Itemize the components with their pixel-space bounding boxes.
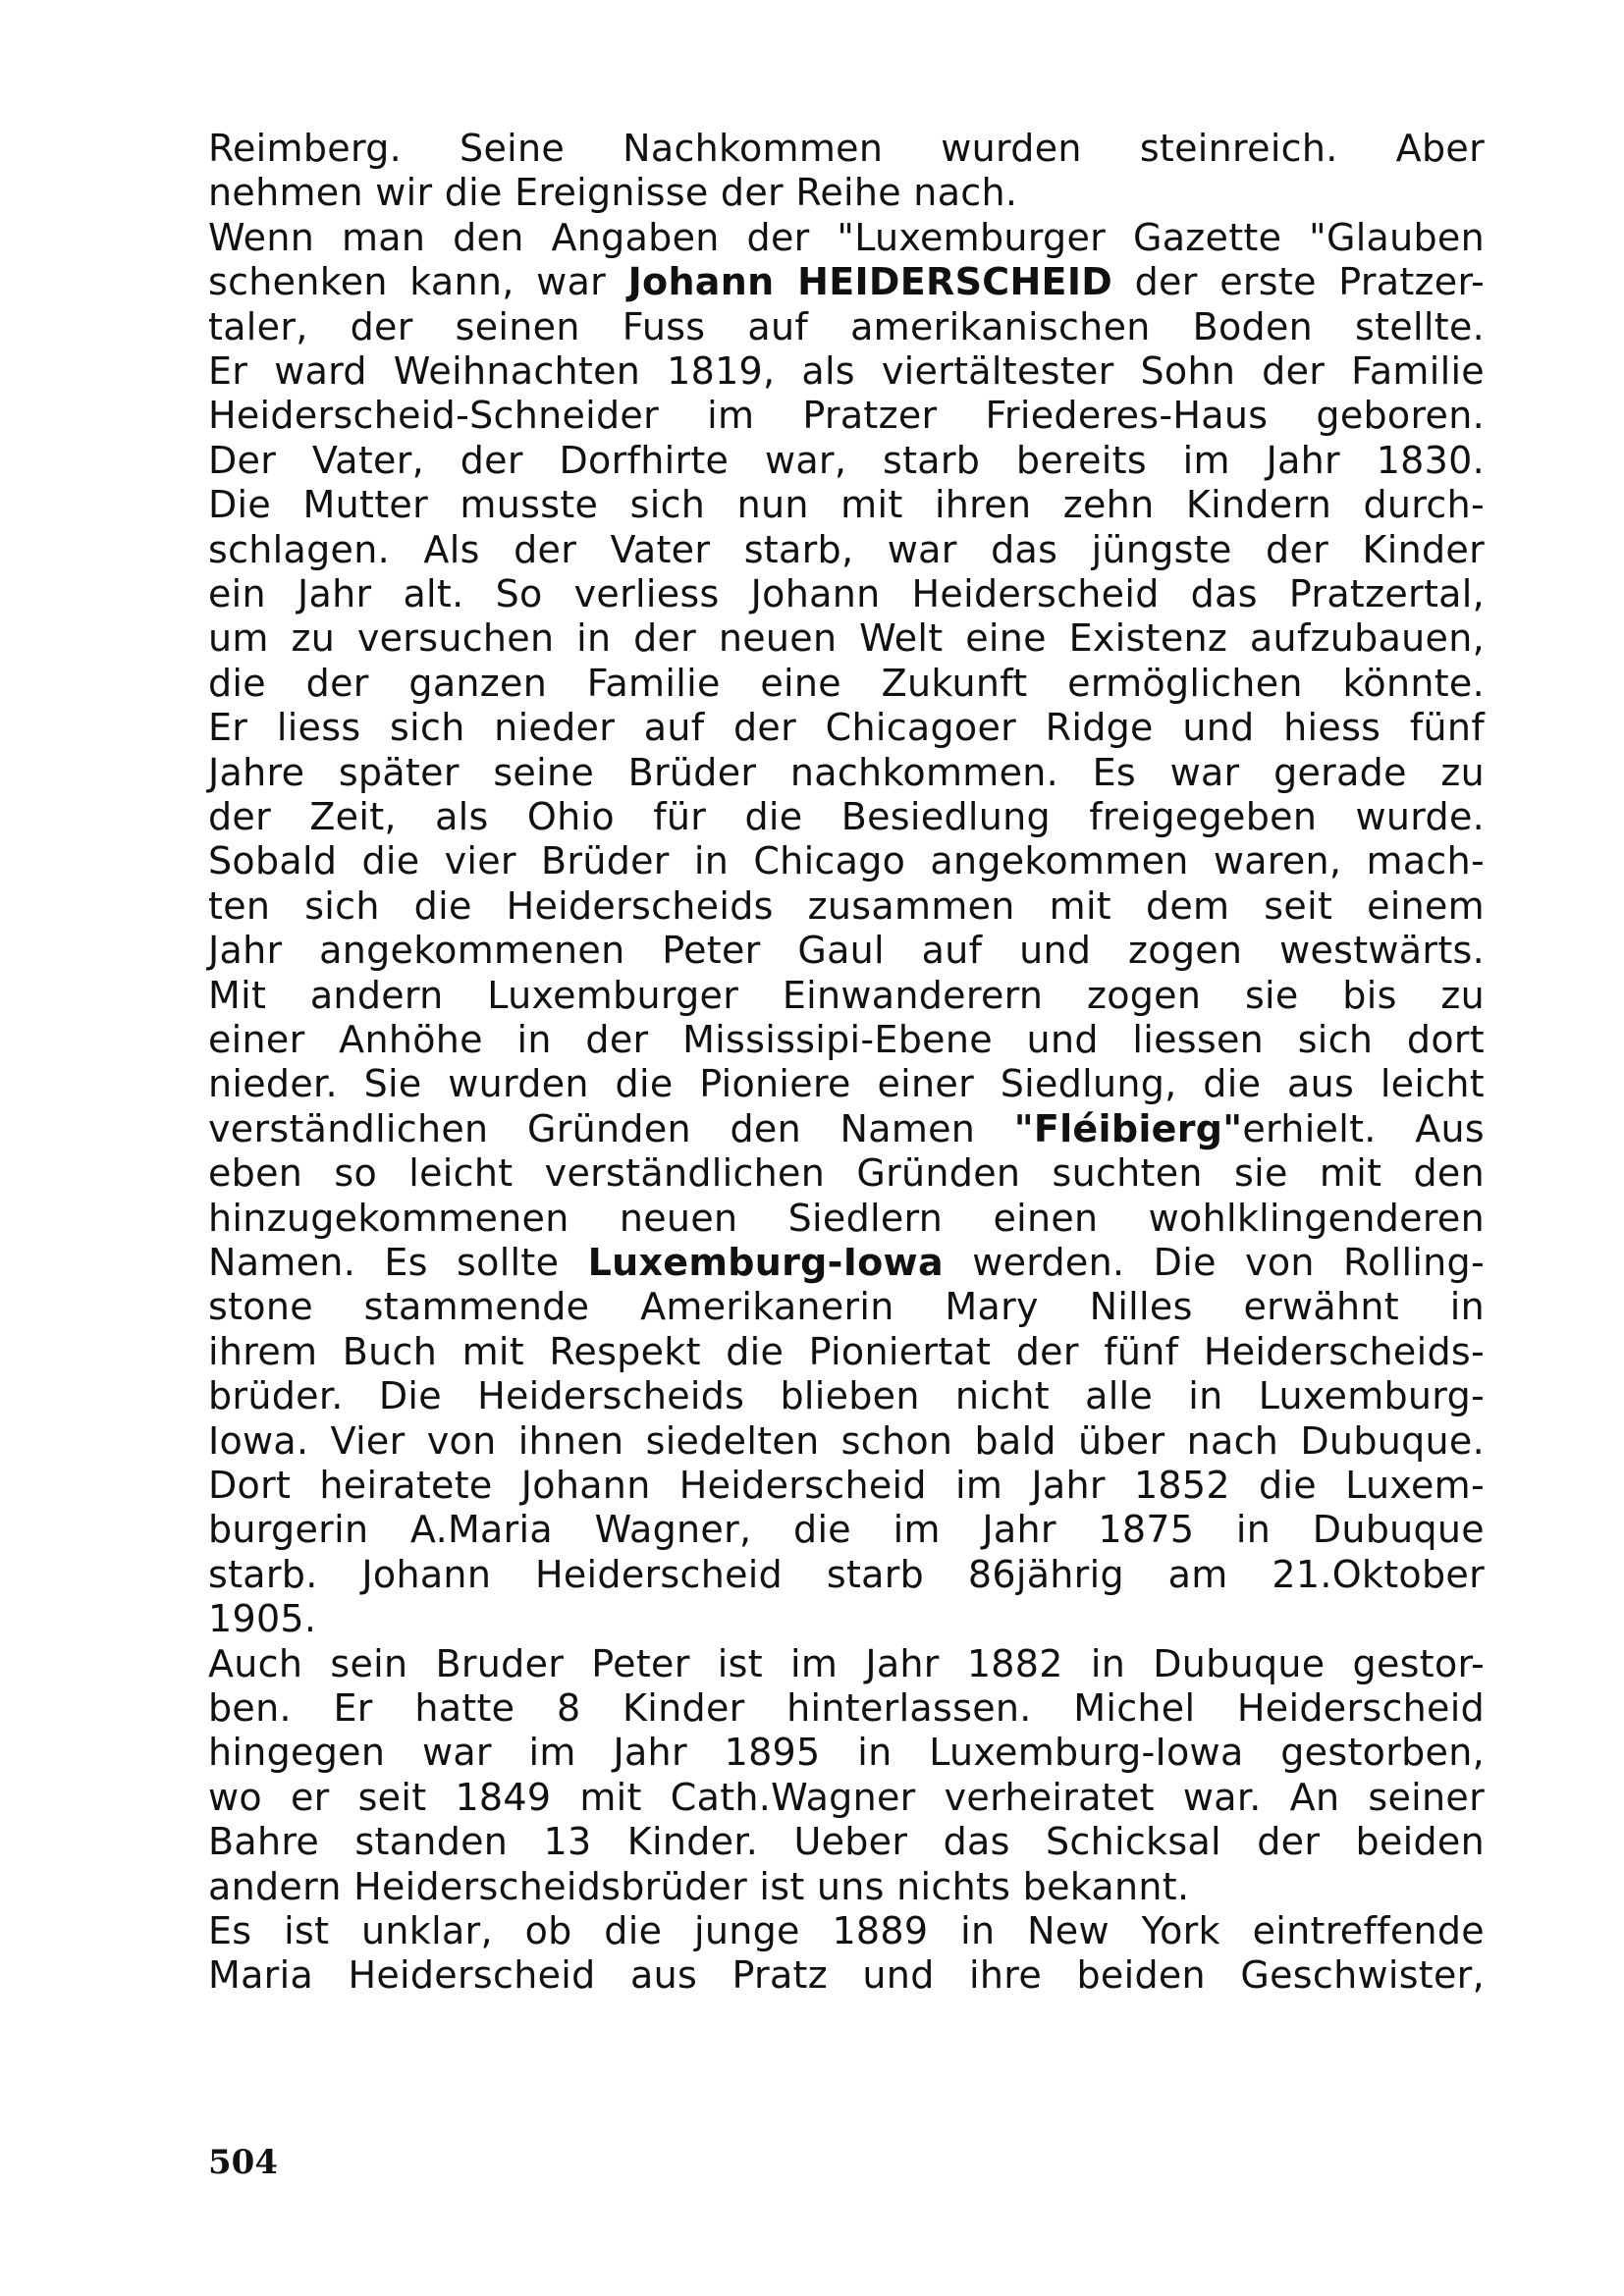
text-line: Sobald die vier Brüder in Chicago angekommen waren, mach- bbox=[208, 839, 1485, 883]
text-line: Der Vater, der Dorfhirte war, starb bereits im Jahr 1830. bbox=[208, 438, 1485, 482]
text-line: ten sich die Heiderscheids zusammen mit dem seit einem bbox=[208, 883, 1485, 928]
text-line: der Zeit, als Ohio für die Besiedlung freigegeben wurde. bbox=[208, 795, 1485, 838]
page-body bbox=[208, 126, 1485, 2187]
text-line: Iowa. Vier von ihnen siedelten schon bald über nach Dubuque. bbox=[208, 1418, 1485, 1463]
text-line: schlagen. Als der Vater starb, war das jüngste der Kinder bbox=[208, 527, 1485, 571]
bold-name: Johann HEIDERSCHEID bbox=[627, 260, 1113, 304]
text-line: hinzugekommenen neuen Siedlern einen wohlklingenderen bbox=[208, 1196, 1485, 1240]
text-line: Er liess sich nieder auf der Chicagoer Ridge und hiess fünf bbox=[208, 706, 1485, 750]
text-line: Maria Heiderscheid aus Pratz und ihre beiden Geschwister, bbox=[208, 1953, 1485, 1998]
text-line: Jahr angekommenen Peter Gaul auf und zogen westwärts. bbox=[208, 929, 1485, 973]
text-line: taler, der seinen Fuss auf amerikanischen Boden stellte. bbox=[208, 304, 1485, 348]
text-line: Mit andern Luxemburger Einwanderern zogen sie bis zu bbox=[208, 973, 1485, 1017]
text-line: hingegen war im Jahr 1895 in Luxemburg-Iowa gestorben, bbox=[208, 1731, 1485, 1775]
text-line: Jahre später seine Brüder nachkommen. Es war gerade zu bbox=[208, 750, 1485, 794]
text-line: ihrem Buch mit Respekt die Pioniertat der fünf Heiderscheids- bbox=[208, 1329, 1485, 1373]
text-line: Die Mutter musste sich nun mit ihren zehn Kindern durch- bbox=[208, 483, 1485, 527]
text-segment: Namen. Es sollte bbox=[208, 1241, 588, 1284]
text-line: 1905. bbox=[208, 1597, 317, 1641]
page-number: 504 bbox=[208, 2143, 278, 2182]
text-line: Reimberg. Seine Nachkommen wurden steinreich. Aber bbox=[208, 127, 1485, 170]
text-segment: werden. Die von Rolling- bbox=[943, 1241, 1485, 1284]
text-line: nehmen wir die Ereignisse der Reihe nach. bbox=[208, 171, 1018, 215]
text-line: Er ward Weihnachten 1819, als viertältester Sohn der Familie bbox=[208, 349, 1485, 393]
text-line: Dort heiratete Johann Heiderscheid im Jahr 1852 die Luxem- bbox=[208, 1464, 1485, 1507]
text-line: Es ist unklar, ob die junge 1889 in New York eintreffende bbox=[208, 1909, 1485, 1952]
text-line: ben. Er hatte 8 Kinder hinterlassen. Michel Heiderscheid bbox=[208, 1686, 1485, 1730]
text-line: nieder. Sie wurden die Pioniere einer Siedlung, die aus leicht bbox=[208, 1062, 1485, 1106]
text-line: ein Jahr alt. So verliess Johann Heiderscheid das Pratzertal, bbox=[208, 572, 1485, 615]
text-line: die der ganzen Familie eine Zukunft ermöglichen könnte. bbox=[208, 661, 1485, 705]
text-line: eben so leicht verständlichen Gründen suchten sie mit den bbox=[208, 1151, 1485, 1196]
text-line: Heiderscheid-Schneider im Pratzer Friederes-Haus geboren. bbox=[208, 394, 1485, 438]
text-line: Auch sein Bruder Peter ist im Jahr 1882 in Dubuque gestor- bbox=[208, 1641, 1485, 1685]
bold-name: Luxemburg-Iowa bbox=[587, 1241, 944, 1284]
text-segment: erhielt. Aus bbox=[1242, 1106, 1485, 1150]
text-line bbox=[208, 1240, 1485, 1285]
text-line bbox=[208, 1106, 1485, 1151]
text-line: andern Heiderscheidsbrüder ist uns nichts bekannt. bbox=[208, 1864, 1190, 1908]
bold-name: "Fléibierg" bbox=[1013, 1106, 1243, 1150]
text-line: wo er seit 1849 mit Cath.Wagner verheiratet war. An seiner bbox=[208, 1775, 1485, 1819]
text-segment: der erste Pratzer- bbox=[1112, 260, 1485, 304]
text-segment: schenken kann, war bbox=[208, 260, 628, 304]
text-segment: verständlichen Gründen den Namen bbox=[208, 1106, 1014, 1150]
text-line: burgerin A.Maria Wagner, die im Jahr 1875 in Dubuque bbox=[208, 1508, 1485, 1552]
text-line: starb. Johann Heiderscheid starb 86jährig am 21.Oktober bbox=[208, 1552, 1485, 1596]
text-line: brüder. Die Heiderscheids blieben nicht alle in Luxemburg- bbox=[208, 1374, 1485, 1418]
text-line: einer Anhöhe in der Mississipi-Ebene und liessen sich dort bbox=[208, 1018, 1485, 1061]
text-line: um zu versuchen in der neuen Welt eine Existenz aufzubauen, bbox=[208, 616, 1485, 661]
text-line: stone stammende Amerikanerin Mary Nilles erwähnt in bbox=[208, 1285, 1485, 1329]
text-line: Wenn man den Angaben der "Luxemburger Gazette "Glauben bbox=[208, 215, 1485, 259]
text-line bbox=[208, 259, 1485, 304]
text-line: Bahre standen 13 Kinder. Ueber das Schicksal der beiden bbox=[208, 1820, 1485, 1864]
